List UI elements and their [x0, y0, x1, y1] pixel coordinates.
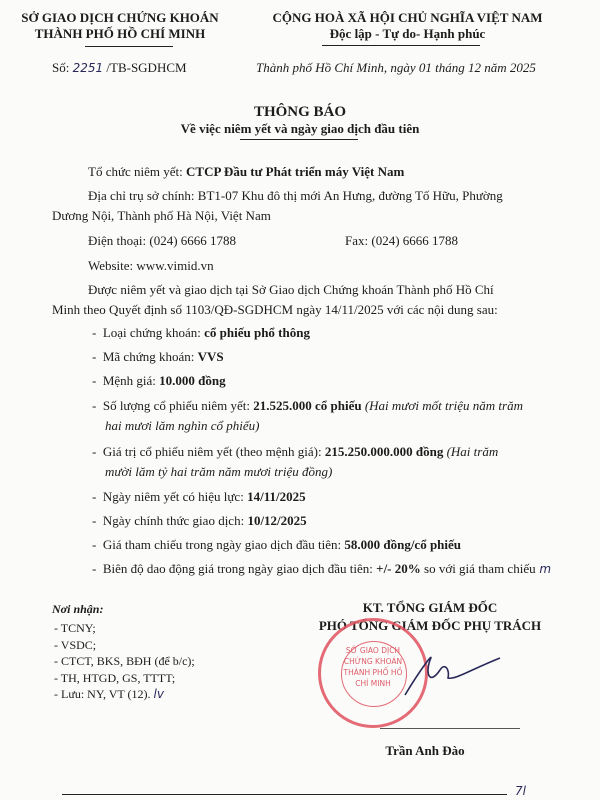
item-par-value: - Mệnh giá: 10.000 đồng	[92, 373, 226, 388]
subtitle-underline	[240, 139, 358, 140]
seal-text: SỞ GIAO DỊCH CHỨNG KHOÁN THÀNH PHỐ HỒ CHÍ MINH	[343, 646, 403, 688]
signer-name: Trần Anh Đào	[385, 743, 465, 758]
company-name: CTCP Đầu tư Phát triển máy Việt Nam	[186, 164, 405, 179]
item-security-type: - Loại chứng khoán: cổ phiếu phổ thông	[92, 325, 310, 340]
handwritten-number: 2251	[72, 61, 104, 75]
document-subtitle: Về việc niêm yết và ngày giao dịch đầu tiên	[180, 121, 420, 136]
header-underline-left	[85, 46, 173, 47]
recipient-item: - CTCT, BKS, BĐH (để b/c);	[54, 654, 195, 668]
item-listed-value-words: mười lăm tỷ hai trăm năm mươi triệu đồng)	[105, 464, 333, 479]
country-name: CỘNG HOÀ XÃ HỘI CHỦ NGHĨA VIỆT NAM	[272, 10, 543, 25]
recipient-item: - Lưu: NY, VT (12). lv	[54, 687, 164, 701]
intro-line1: Được niêm yết và giao dịch tại Sở Giao dịch Chứng khoán Thành phố Hồ Chí	[88, 282, 494, 297]
recipients-title: Nơi nhận:	[52, 602, 104, 616]
item-listed-quantity: - Số lượng cổ phiếu niêm yết: 21.525.000 cổ phiếu (Hai mươi mốt triệu năm trăm	[92, 398, 523, 413]
item-listed-quantity-words: hai mươi lăm nghìn cổ phiếu)	[105, 418, 260, 433]
recipients-list	[54, 620, 195, 703]
document-number	[52, 60, 187, 76]
number-label: Số:	[52, 60, 70, 75]
issuer-name-line2: THÀNH PHỐ HỒ CHÍ MINH	[34, 26, 206, 41]
national-motto: Độc lập - Tự do- Hạnh phúc	[329, 26, 486, 41]
recipient-item: - TCNY;	[54, 621, 96, 635]
fax: Fax: (024) 6666 1788	[345, 233, 459, 248]
place-date: Thành phố Hồ Chí Minh, ngày 01 tháng 12 năm 2025	[256, 60, 536, 75]
item-ticker: - Mã chứng khoán: VVS	[92, 349, 224, 364]
header-underline-right	[322, 45, 480, 46]
item-reference-price: - Giá tham chiếu trong ngày giao dịch đầu tiên: 58.000 đồng/cổ phiếu	[92, 537, 462, 552]
item-price-band: - Biên độ dao động giá trong ngày giao dịch đầu tiên: +/- 20% so với giá tham chiếu m	[92, 561, 552, 576]
recipient-item: - VSDC;	[54, 637, 97, 652]
intro-line2: Minh theo Quyết định số 1103/QĐ-SGDHCM ngày 14/11/2025 với các nội dung sau:	[52, 302, 498, 317]
handwritten-signature	[400, 640, 510, 700]
signer-title-line1: KT. TỔNG GIÁM ĐỐC	[362, 600, 498, 615]
recipient-item: - TH, HTGD, GS, TTTT;	[54, 670, 176, 685]
website: Website: www.vimid.vn	[88, 258, 214, 273]
item-first-trading-date: - Ngày chính thức giao dịch: 10/12/2025	[92, 513, 307, 528]
item-listed-value: - Giá trị cổ phiếu niêm yết (theo mệnh giá): 215.250.000.000 đồng (Hai trăm	[92, 444, 499, 459]
item-listing-effective-date: - Ngày niêm yết có hiệu lực: 14/11/2025	[92, 489, 306, 504]
company-label: Tổ chức niêm yết:	[88, 164, 183, 179]
address-line1: Địa chỉ trụ sở chính: BT1-07 Khu đô thị mới An Hưng, đường Tố Hữu, Phường	[88, 188, 503, 203]
listed-company	[88, 164, 404, 180]
footer-initial: 7l	[515, 784, 526, 798]
number-suffix: /TB-SGDHCM	[106, 60, 187, 75]
issuer-name-line1: SỞ GIAO DỊCH CHỨNG KHOÁN	[21, 10, 219, 25]
document-title: THÔNG BÁO	[253, 104, 347, 120]
address-line2: Dương Nội, Thành phố Hà Nội, Việt Nam	[52, 208, 271, 223]
signer-title-line2: PHÓ TỔNG GIÁM ĐỐC PHỤ TRÁCH	[318, 618, 542, 633]
footer-line	[62, 794, 507, 795]
signature-stroke	[380, 728, 520, 729]
phone: Điện thoại: (024) 6666 1788	[88, 233, 237, 248]
